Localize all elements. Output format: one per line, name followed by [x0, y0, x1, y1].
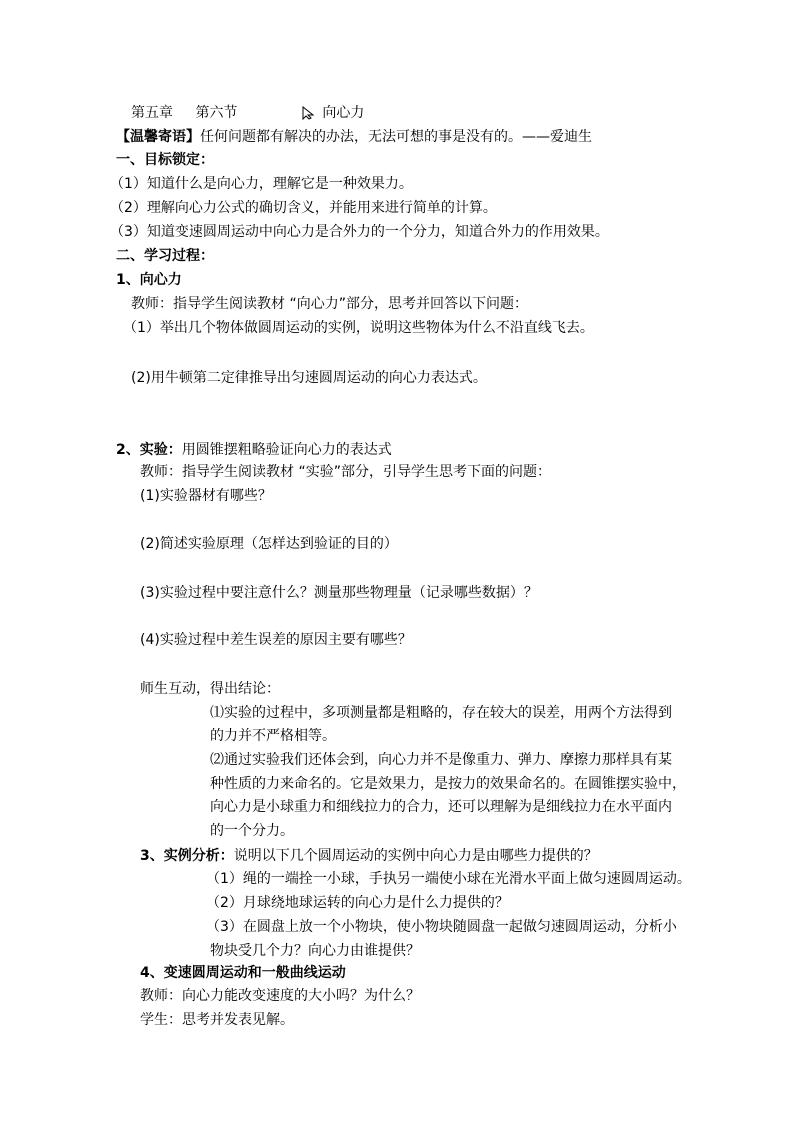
section-1-question-1: （1）举出几个物体做圆周运动的实例，说明这些物体为什么不沿直线飞去。	[123, 320, 594, 336]
section-2-heading-bold: 2、实验：	[116, 442, 182, 458]
process-heading: 二、学习过程：	[116, 248, 214, 264]
goal-item-2: （2）理解向心力公式的确切含义，并能用来进行简单的计算。	[110, 200, 497, 216]
example-2: （2）月球绕地球运转的向心力是什么力提供的？	[206, 895, 509, 911]
section-2-question-4: (4)实验过程中差生误差的原因主要有哪些？	[140, 632, 412, 648]
example-3-line-1: （3）在圆盘上放一个小物块，使小物块随圆盘一起做匀速圆周运动，分析小	[206, 919, 677, 935]
chapter-label: 第五章	[131, 105, 173, 121]
motto-label: 【温馨寄语】	[116, 129, 200, 145]
topic-title: 向心力	[322, 105, 365, 121]
cursor-arrow-icon	[302, 106, 314, 120]
goal-item-1: （1）知道什么是向心力，理解它是一种效果力。	[110, 176, 413, 192]
example-3-line-2: 物块受几个力？向心力由谁提供？	[210, 943, 420, 959]
section-2-heading	[116, 440, 392, 460]
chapter-header	[131, 103, 382, 123]
section-1-question-2: (2)用牛顿第二定律推导出匀速圆周运动的向心力表达式。	[131, 370, 487, 386]
example-1: （1）绳的一端拴一小球，手执另一端使小球在光滑水平面上做匀速圆周运动。	[206, 871, 691, 887]
conclusion-2-line-4: 的一个分力。	[210, 823, 294, 839]
section-1-teacher: 教师：指导学生阅读教材 “向心力”部分，思考并回答以下问题：	[131, 296, 528, 312]
conclusion-2-line-3: 向心力是小球重力和细线拉力的合力，还可以理解为是细线拉力在水平面内	[210, 799, 672, 815]
section-3-heading-text: 说明以下几个圆周运动的实例中向心力是由哪些力提供的？	[233, 848, 598, 864]
goal-item-3: （3）知道变速圆周运动中向心力是合外力的一个分力，知道合外力的作用效果。	[110, 224, 609, 240]
section-4-teacher: 教师：向心力能改变速度的大小吗？为什么？	[140, 988, 420, 1004]
goals-heading: 一、目标锁定：	[116, 152, 214, 168]
section-2-question-1: (1)实验器材有哪些？	[140, 488, 272, 504]
motto-text: 任何问题都有解决的办法，无法可想的事是没有的。——爱迪生	[200, 129, 592, 145]
conclusion-2-line-2: 种性质的力来命名的。它是效果力，是按力的效果命名的。在圆锥摆实验中，	[210, 776, 686, 792]
section-2-heading-text: 用圆锥摆粗略验证向心力的表达式	[181, 442, 392, 458]
section-label: 第六节	[195, 105, 238, 121]
section-4-student: 学生：思考并发表见解。	[140, 1012, 294, 1028]
section-2-conclusion: 师生互动，得出结论：	[140, 681, 280, 697]
conclusion-1-line-2: 的力并不严格相等。	[210, 728, 336, 744]
section-2-question-2: (2)简述实验原理（怎样达到验证的目的）	[140, 536, 398, 552]
section-2-teacher: 教师：指导学生阅读教材 “实验”部分，引导学生思考下面的问题：	[140, 464, 551, 480]
conclusion-2-line-1: ⑵通过实验我们还体会到，向心力并不是像重力、弹力、摩擦力那样具有某	[210, 752, 672, 768]
motto-line	[116, 127, 592, 147]
section-3-heading-bold: 3、实例分析：	[140, 848, 234, 864]
conclusion-1-line-1: ⑴实验的过程中，多项测量都是粗略的，存在较大的误差，用两个方法得到	[210, 705, 672, 721]
section-1-heading: 1、向心力	[116, 272, 182, 288]
section-3-heading	[140, 846, 598, 866]
section-2-question-3: (3)实验过程中要注意什么？测量那些物理量（记录哪些数据）？	[140, 585, 538, 601]
section-4-heading: 4、变速圆周运动和一般曲线运动	[140, 965, 346, 981]
